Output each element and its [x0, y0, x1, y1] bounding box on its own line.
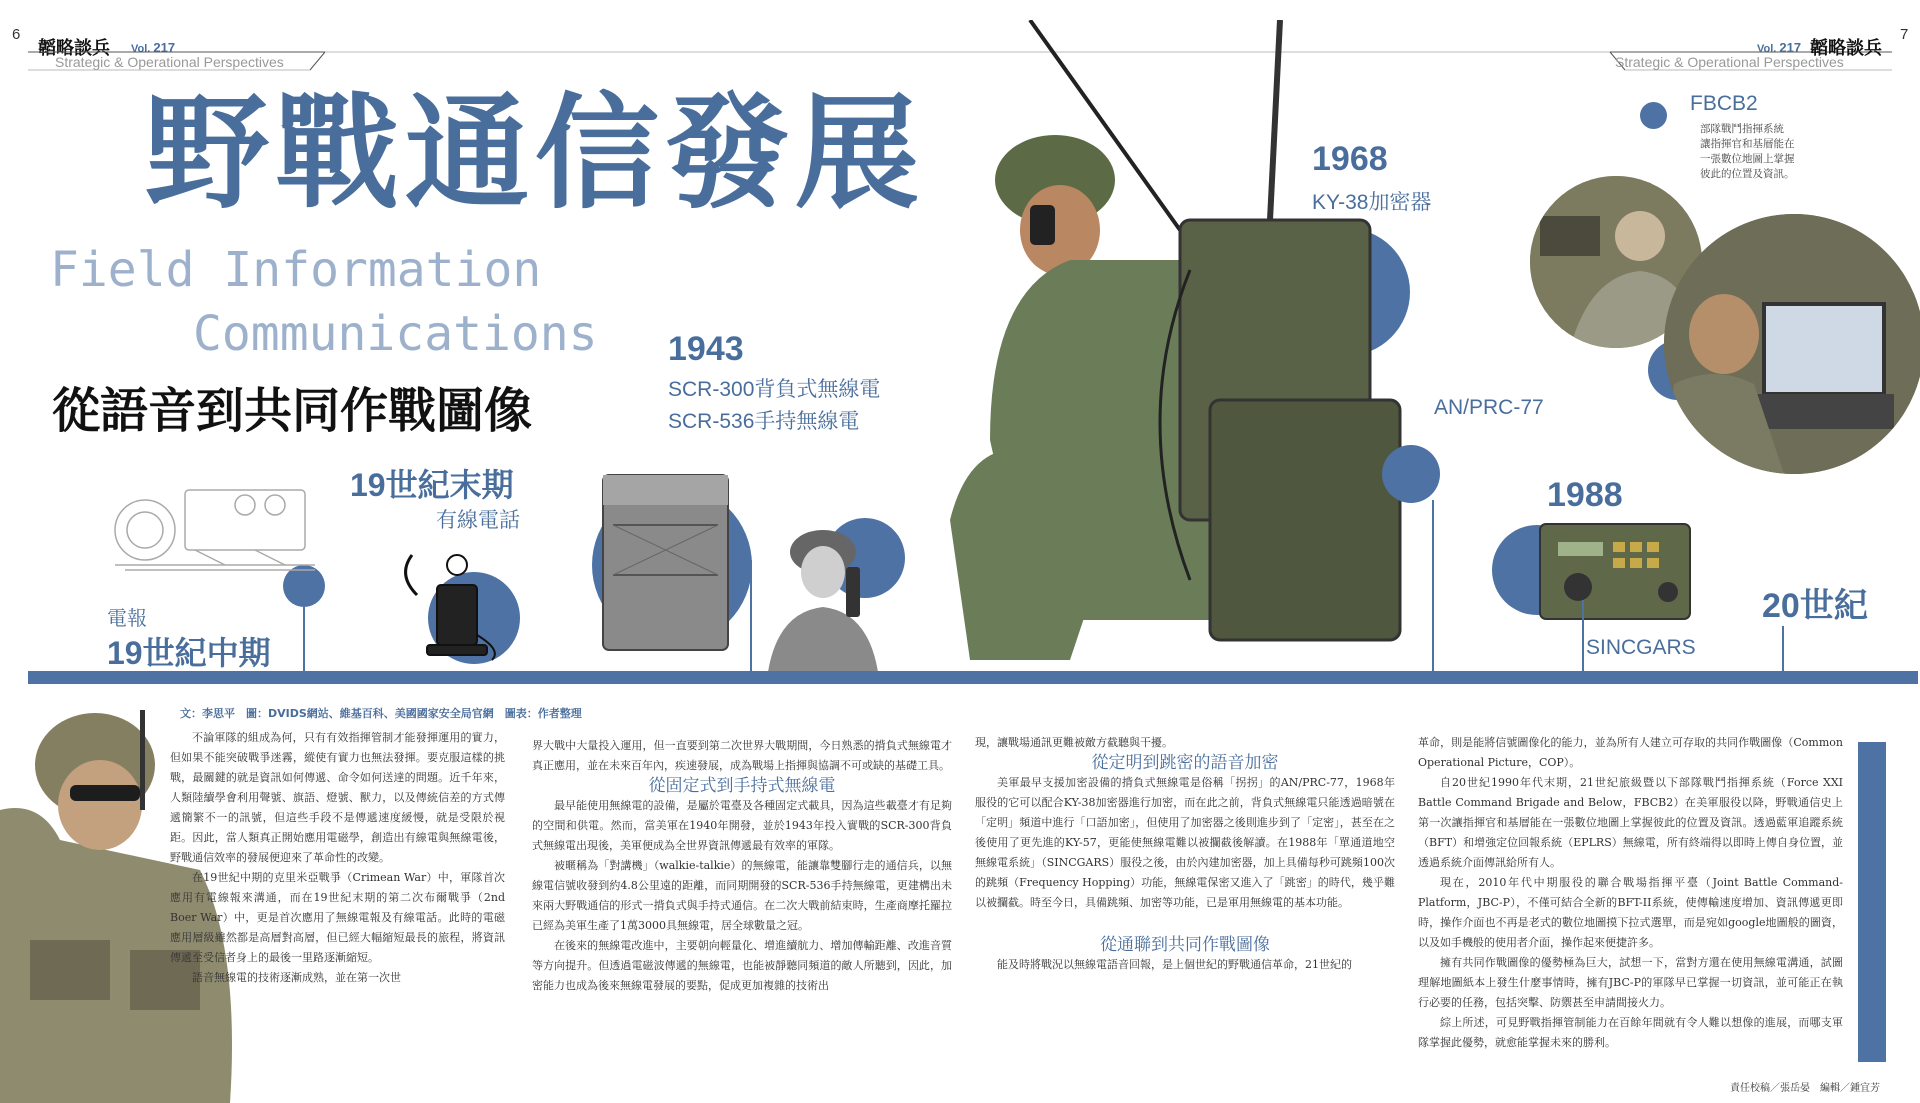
sincgars-caption: SINCGARS	[1586, 636, 1696, 659]
fbcb2-title: FBCB2	[1690, 92, 1758, 115]
year-1988: 1988	[1547, 476, 1623, 514]
tick-telegraph	[303, 600, 305, 672]
radio-scr536-caption: SCR-536手持無線電	[668, 410, 860, 433]
magazine-title-left: 韜略談兵	[38, 38, 110, 58]
article-column-2: 界大戰中大量投入運用，但一直要到第二次世界大戰期間，今日熟悉的揹負式無線電才真正應用，並在未來百年內，疾速發展，成為戰場上指揮與協調不可或缺的基礎工具。 從固定式到手持式無線電 最早能使用無線電的設備，是屬於電臺及各種固定式載具，因為這些載臺才有足夠的空間和供電。然而，當美軍在1940年開發，並於1943年投入實戰的SCR-300背負式無線電出現後，美軍便成為全世界資訊傳遞最有效率的軍隊。 被暱稱為「對講機」（walkie-talkie）的無線電，能讓靠雙腳行走的通信兵，以無線電信號收發到約4.8公里遠的距離，而同期開發的SCR-536手持無線電，更建構出未來兩大野戰通信的形式一揹負式與手持式通信。在二次大戰前結束時，生產商摩托羅拉已經為美軍生產了1萬3000具無線電，居全球數量之冠。 在後來的無線電改進中，主要朝向輕量化、增進續航力、增加傳輸距離、改進音質等方向提升。但透過電磁波傳遞的無線電，也能被靜聽同頻道的敵人所聽到，因此，加密能力也成為後來無線電發展的要點，促成更加複雜的技術出	[532, 739, 952, 992]
sincgars-radio-illustration	[1538, 522, 1698, 622]
page-subtitle: 從語音到共同作戰圖像	[52, 383, 533, 439]
ky38-caption: KY-38加密器	[1312, 191, 1432, 214]
section-heading-handheld: 從固定式到手持式無線電	[648, 776, 836, 796]
telephone-caption: 有線電話	[436, 509, 520, 532]
year-1943: 1943	[668, 330, 744, 368]
article-column-1: 不論軍隊的組成為何，只有有效指揮管制才能發揮運用的實力，但如果不能突破戰爭迷霧，縱使有實力也無法發揮。要克服這樣的挑戰，最關鍵的就是資訊如何傳遞、命令如何送達的問題。近千年來，人類陸續學會利用聲號、旗語、燈號、獸力，以及傳統信差的方式傳遞簡繁不一的訊號，但這些手段不是傳遞速度緩慢，就是受限於視距。因此，當人類真正開始應用電磁學，創造出有線電與無線電後，野戰通信效率的發展便迎來了革命性的改變。 在19世紀中期的克里米亞戰爭（Crimean War）中，軍隊首次應用有電線報來溝通，而在19世紀末期的第二次布爾戰爭（2nd Boer War）中，更是首次應用了無線電報及有線電話。此時的電磁應用層級雖然都是高層對高層，但已經大幅縮短最長的旅程，將資訊傳遞至受信者身上的最後一里路逐漸縮短。 語音無線電的技術逐漸成熟，並在第一次世	[170, 731, 505, 984]
soldier-prc77-illustration	[950, 20, 1470, 670]
article-credits: 文：李思平 圖：DVIDS網站、維基百科、美國國家安全局官網 圖表：作者整理	[180, 707, 582, 720]
timeline-dot-prc77	[1382, 445, 1440, 503]
decorative-sidebar-bar	[1858, 742, 1886, 1062]
scr300-radio-illustration	[598, 465, 738, 665]
section-subtitle-right: Strategic & Operational Perspectives	[1615, 54, 1844, 70]
english-title-line2: Communications	[193, 306, 598, 362]
fbcb2-description: 部隊戰鬥指揮系統 讓指揮官和基層能在 一張數位地圖上掌握 彼此的位置及資訊。	[1700, 123, 1795, 180]
telephone-era: 19世紀末期	[350, 467, 514, 503]
editorial-footer: 責任校稿／張岳晏 編輯／鍾宜芳	[1730, 1083, 1880, 1094]
telephone-illustration	[392, 535, 507, 665]
telegraph-era: 19世紀中期	[107, 635, 271, 671]
article-column-3: 現，讓戰場通訊更難被敵方截聽與干擾。 從定明到跳密的語音加密 美軍最早支援加密設備的揹負式無線電是俗稱「拐拐」的AN/PRC-77，1968年服役的它可以配合KY-38加密器進行加密，而在此之前，背負式無線電只能透過暗號在「定明」頻道中進行「口語加密」，但使用了加密器之後則進步到了「定密」，甚至在之後使用了更先進的KY-57，更能使無線電難以被攔截後解讀。在1988年「單通道地空無線電系統」（SINCGARS）服役之後，由於內建加密器，加上具備每秒可跳頻100次的跳頻（Frequency Hopping）功能，無線電保密又進入了「跳密」的時代，幾乎難以被攔截。時至今日，具備跳頻、加密等功能，已是軍用無線電的基本功能。 從通聯到共同作戰圖像 能及時將戰況以無線電語音回報，是上個世紀的野戰通信革命，21世紀的	[975, 736, 1395, 971]
english-title-line1: Field Information	[50, 242, 542, 298]
magazine-title-right: 韜略談兵	[1810, 38, 1882, 58]
year-1968: 1968	[1312, 140, 1388, 178]
tick-20th-century	[1782, 626, 1784, 672]
tick-1943	[750, 560, 752, 672]
section-heading-encryption: 從定明到跳密的語音加密	[1091, 753, 1279, 773]
tick-1988	[1582, 600, 1584, 672]
timeline-dot-fbcb2	[1640, 102, 1667, 129]
volume-left: Vol. 217	[131, 40, 176, 55]
section-heading-cop: 從通聯到共同作戰圖像	[1100, 935, 1270, 955]
telegraph-caption: 電報	[107, 608, 147, 630]
tick-prc77	[1432, 500, 1434, 672]
laptop-soldier-photo	[1664, 214, 1920, 474]
article-column-4: 革命，則是能將信號圖像化的能力，並為所有人建立可存取的共同作戰圖像（Common Operational Picture，COP）。 自20世紀1990年代末期，21世紀旅級暨以下部隊戰鬥指揮系統（Force XXI Battle Command Brigade and Below，FBCB2）在美軍服役以降，野戰通信史上第一次讓指揮官和基層能在一張數位地圖上掌握彼此的位置及資訊。透過藍軍追蹤系統（BFT）和增強定位回報系統（EPLRS）無線電，所有終端得以即時上傳自身位置，並透過系統介面傳訊給所有人。 現在，2010年代中期服役的聯合戰場指揮平臺（Joint Battle Command-Platform，JBC-P），不僅可結合全新的BFT-II系統，使傳輸速度增加、資訊傳遞更即時，操作介面也不再是老式的數位地圖摸下拉式選單，而是宛如google地圖般的圖資，以及如手機般的使用者介面，操作起來便捷許多。 擁有共同作戰圖像的優勢極為巨大，試想一下，當對方還在使用無線電溝通，試圖理解地圖紙本上發生什麼事情時，擁有JBC-P的軍隊早已掌握一切資訊，並可能正在執行必要的任務，包括突擊、防禦甚至申請間接火力。 綜上所述，可見野戰指揮管制能力在百餘年間就有令人難以想像的進展，而哪支軍隊掌握此優勢，就愈能掌握未來的勝利。	[1418, 736, 1843, 1049]
volume-right: Vol. 217	[1757, 40, 1802, 55]
prc77-caption: AN/PRC-77	[1434, 396, 1544, 419]
radio-scr300-caption: SCR-300背負式無線電	[668, 378, 881, 401]
era-20th-century: 20世紀	[1762, 587, 1868, 625]
page-number-right: 7	[1900, 26, 1909, 43]
page-title: 野戰通信發展	[145, 81, 926, 226]
page-number-left: 6	[12, 26, 21, 43]
telegraph-illustration	[95, 470, 325, 590]
soldier-handheld-radio-illustration	[758, 522, 888, 672]
section-subtitle-left: Strategic & Operational Perspectives	[55, 54, 284, 70]
timeline-bar	[28, 671, 1918, 684]
